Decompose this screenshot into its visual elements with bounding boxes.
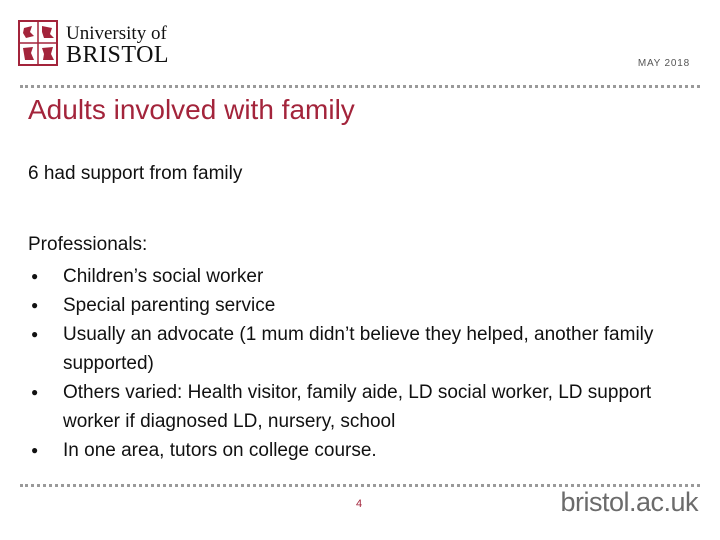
list-item-text: Others varied: Health visitor, family aide, LD social worker, LD support worker if diagnosed LD, nursery, school: [63, 382, 652, 432]
professionals-list: [28, 262, 698, 465]
slide-title: Adults involved with family: [28, 94, 355, 125]
bullet-icon: ●: [31, 327, 39, 341]
logo-text-university-of: University of: [66, 23, 167, 44]
slide-date: MAY 2018: [637, 58, 690, 69]
footer-url: bristol.ac.uk: [560, 487, 698, 517]
list-item-text: Special parenting service: [63, 295, 276, 316]
university-logo: [18, 20, 169, 70]
professionals-heading: Professionals:: [28, 234, 148, 255]
list-item: [28, 436, 698, 465]
logo-text-bristol: BRISTOL: [66, 42, 170, 68]
bullet-icon: ●: [31, 269, 39, 283]
page-number: 4: [356, 498, 363, 510]
bullet-icon: ●: [31, 385, 39, 399]
list-item-text: Children’s social worker: [63, 266, 264, 287]
list-item-text: In one area, tutors on college course.: [63, 440, 377, 461]
bullet-icon: ●: [31, 443, 39, 457]
list-item: [28, 378, 698, 436]
university-crest-icon: [18, 20, 58, 66]
list-item: [28, 262, 698, 291]
header-divider: [20, 85, 700, 88]
list-item: [28, 291, 698, 320]
bullet-icon: ●: [31, 298, 39, 312]
support-line: 6 had support from family: [28, 163, 243, 184]
list-item-text: Usually an advocate (1 mum didn’t believe they helped, another family supported): [63, 324, 654, 374]
list-item: [28, 320, 698, 378]
